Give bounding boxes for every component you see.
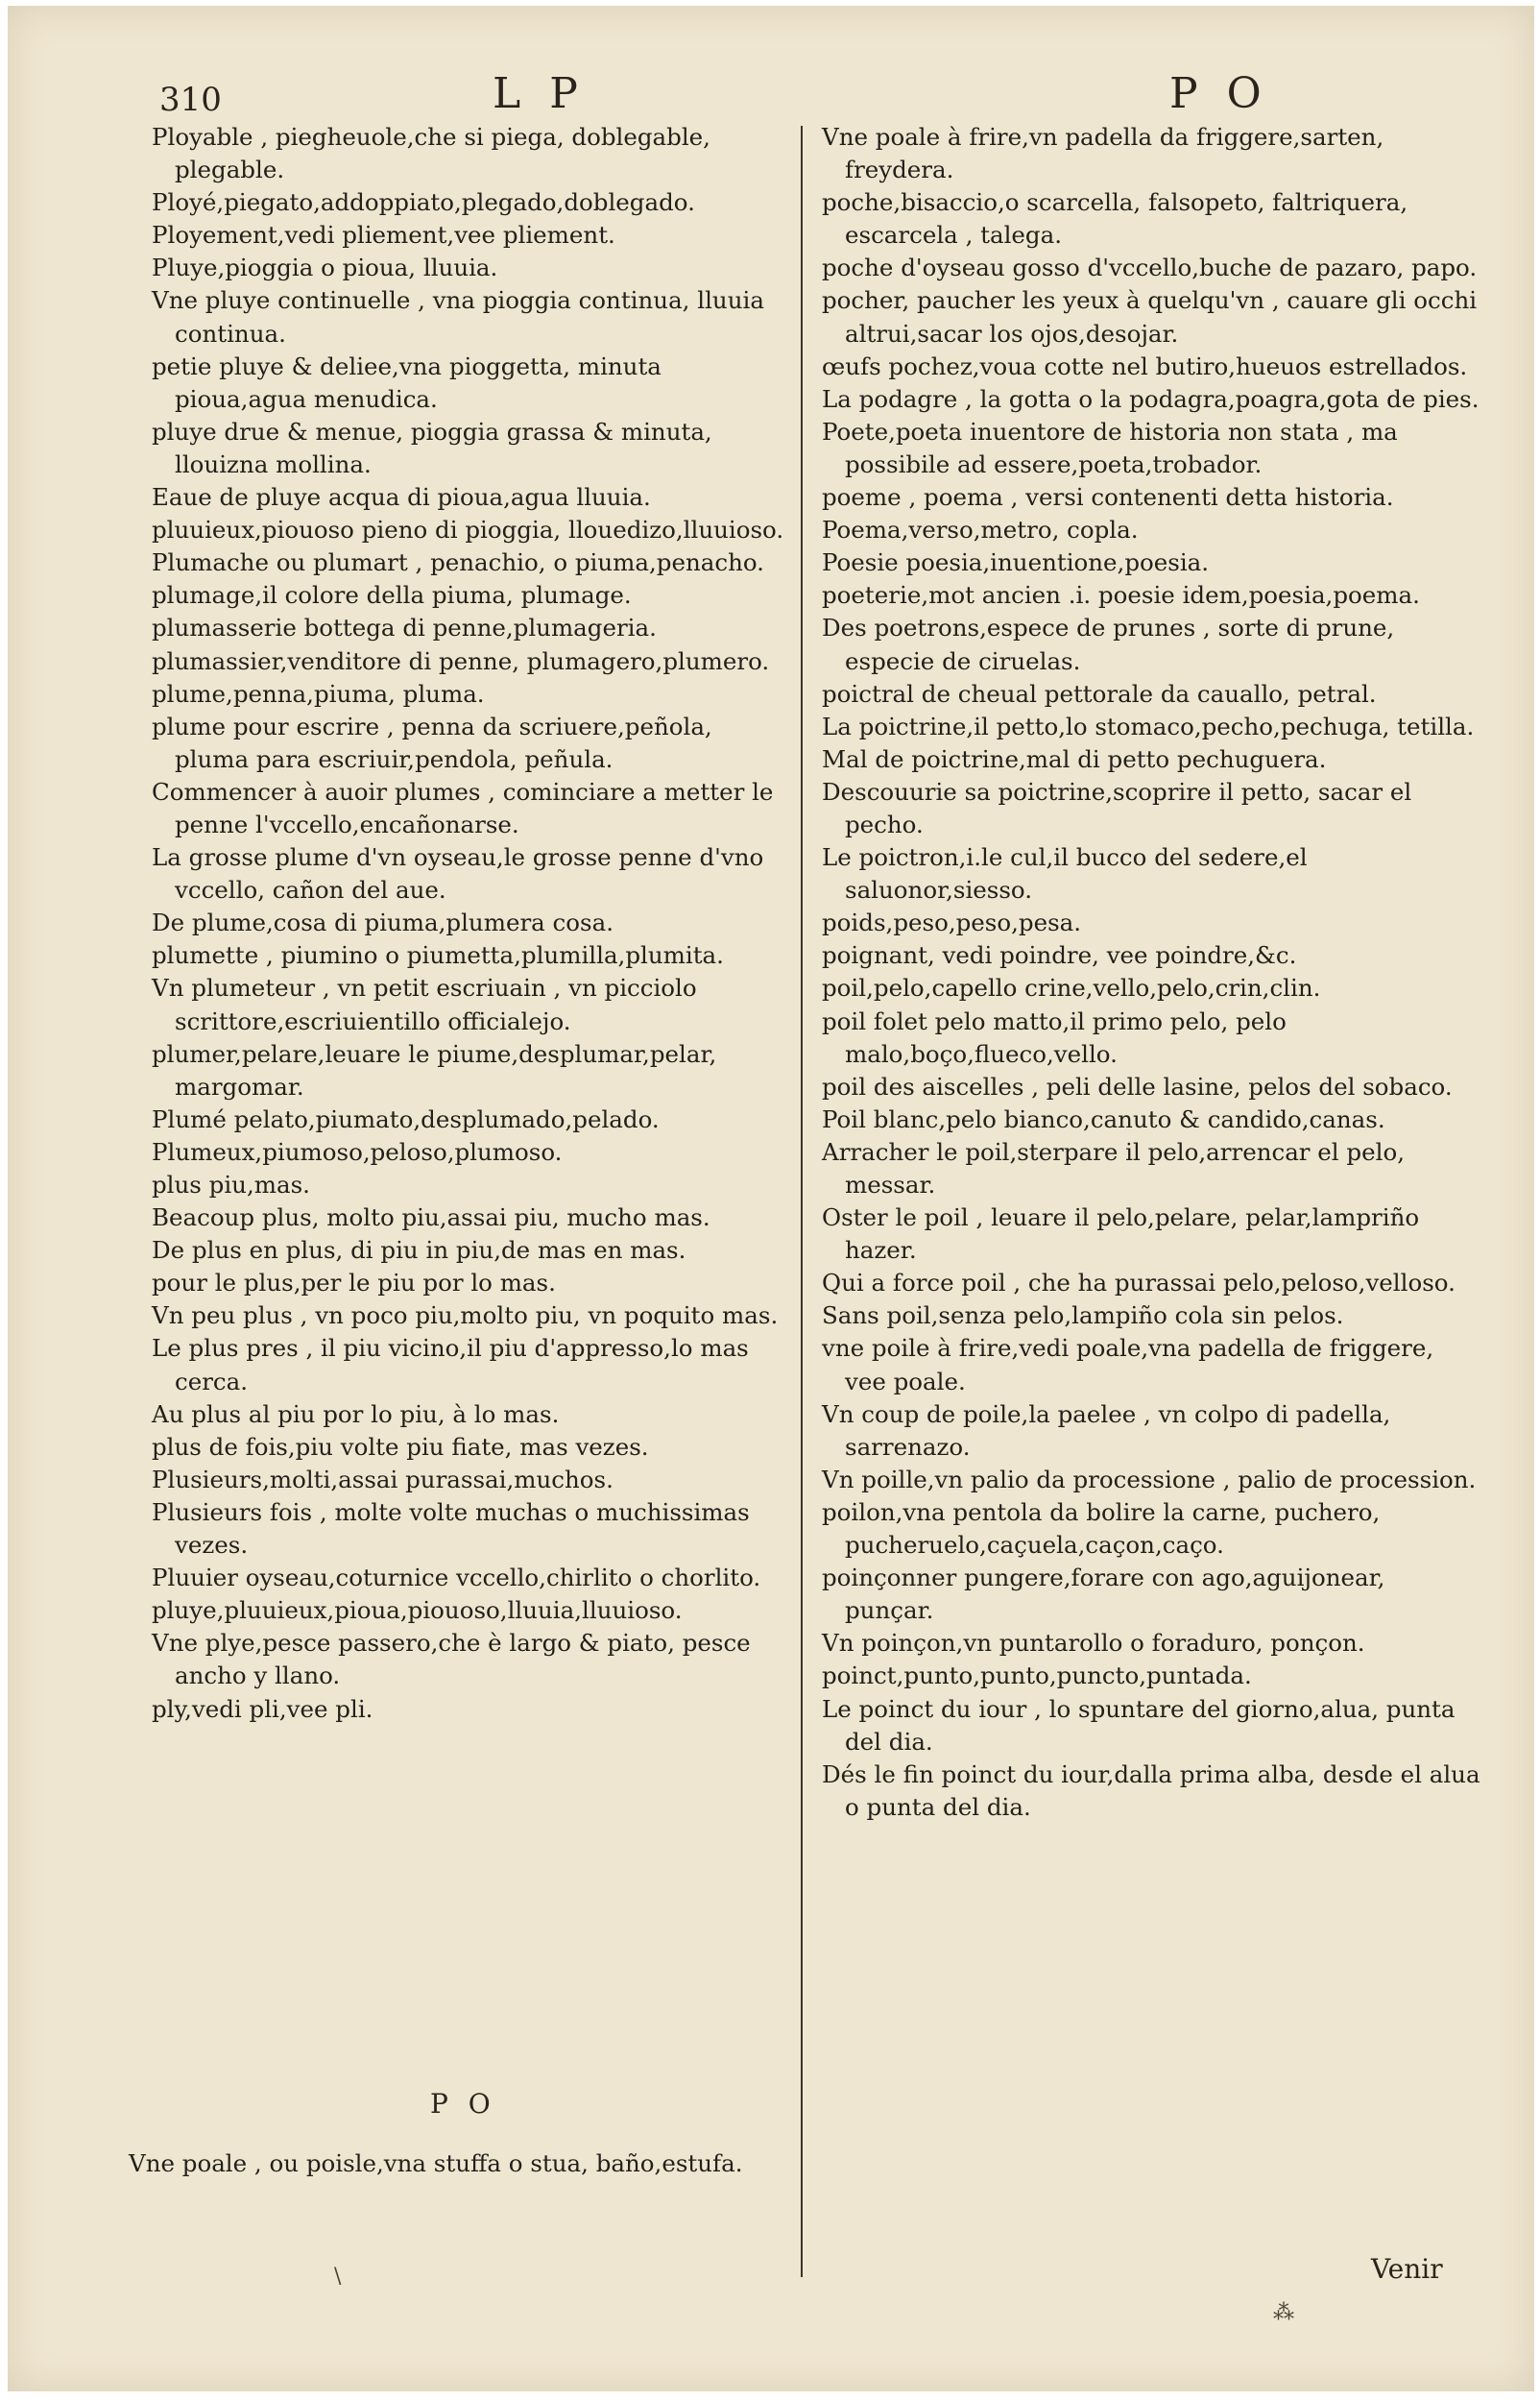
- dictionary-entry: Beacoup plus, molto piu,assai piu, mucho mas.: [152, 1203, 710, 1232]
- page-number: 310: [159, 81, 222, 119]
- dictionary-entry: Ployé,piegato,addoppiato,plegado,doblegado.: [152, 188, 695, 217]
- dictionary-entry: pluuieux,piouoso pieno di pioggia, llouedizo,lluuioso.: [152, 516, 784, 545]
- dictionary-entry: Poema,verso,metro, copla.: [822, 516, 1139, 545]
- dictionary-entry: La poictrine,il petto,lo stomaco,pecho,pechuga, tetilla.: [822, 712, 1475, 740]
- dictionary-entry: Ployement,vedi pliement,vee pliement.: [152, 221, 615, 250]
- stray-mark: ⁂: [1273, 2301, 1294, 2325]
- dictionary-entry: Pluye,pioggia o pioua, lluuia.: [152, 254, 498, 282]
- dictionary-entry: plumage,il colore della piuma, plumage.: [152, 581, 632, 610]
- dictionary-entry: poeterie,mot ancien .i. poesie idem,poesia,poema.: [822, 581, 1420, 610]
- dictionary-entry: pluye,pluuieux,pioua,piouoso,lluuia,lluuioso.: [152, 1596, 683, 1625]
- dictionary-entry: Vn peu plus , vn poco piu,molto piu, vn poquito mas.: [152, 1301, 779, 1330]
- dictionary-entry: poil des aiscelles , peli delle lasine, pelos del sobaco.: [822, 1072, 1453, 1101]
- dictionary-entry: Vne plye,pesce passero,che è largo & piato, pesce ancho y llano.: [152, 1629, 751, 1690]
- dictionary-entry: Mal de poictrine,mal di petto pechuguera.: [822, 744, 1327, 773]
- dictionary-entry: poignant, vedi poindre, vee poindre,&c.: [822, 941, 1297, 970]
- dictionary-entry: Sans poil,senza pelo,lampiño cola sin pelos.: [822, 1301, 1344, 1330]
- dictionary-entry: œufs pochez,voua cotte nel butiro,hueuos estrellados.: [822, 352, 1468, 380]
- dictionary-entry: poinct,punto,punto,puncto,puntada.: [822, 1661, 1252, 1690]
- dictionary-entry: Vne pluye continuelle , vna pioggia continua, lluuia continua.: [152, 286, 764, 348]
- dictionary-entry: Plusieurs fois , molte volte muchas o muchissimas vezes.: [152, 1497, 750, 1560]
- dictionary-entry: Descouurie sa poictrine,scoprire il petto, sacar el pecho.: [822, 777, 1412, 838]
- dictionary-entry: plume,penna,piuma, pluma.: [152, 679, 485, 708]
- dictionary-entry: plus piu,mas.: [152, 1171, 310, 1199]
- stray-mark: \: [334, 2265, 342, 2289]
- dictionary-entry: La podagre , la gotta o la podagra,poagra,gota de pies.: [822, 384, 1480, 413]
- dictionary-entry: Poil blanc,pelo bianco,canuto & candido,canas.: [822, 1104, 1385, 1133]
- dictionary-entry: Au plus al piu por lo piu, à lo mas.: [152, 1399, 560, 1428]
- dictionary-entry: Plusieurs,molti,assai purassai,muchos.: [152, 1465, 614, 1493]
- dictionary-entry: plume pour escrire , penna da scriuere,peñola, pluma para escriuir,pendola, peñula.: [152, 712, 712, 773]
- right-running-head: P O: [1169, 69, 1269, 118]
- dictionary-entry: Des poetrons,espece de prunes , sorte di prune, especie de ciruelas.: [822, 614, 1395, 675]
- dictionary-entry: Pluuier oyseau,coturnice vccello,chirlito o chorlito.: [152, 1564, 761, 1592]
- dictionary-entry: Vn coup de poile,la paelee , vn colpo di padella, sarrenazo.: [822, 1399, 1391, 1461]
- dictionary-entry: Oster le poil , leuare il pelo,pelare, pelar,lampriño hazer.: [822, 1203, 1420, 1265]
- dictionary-entry: pour le plus,per le piu por lo mas.: [152, 1269, 556, 1298]
- dictionary-entry: plumette , piumino o piumetta,plumilla,plumita.: [152, 941, 724, 970]
- dictionary-entry: Vn plumeteur , vn petit escriuain , vn picciolo scrittore,escriuientillo officialejo.: [152, 974, 697, 1035]
- dictionary-entry: Plumé pelato,piumato,desplumado,pelado.: [152, 1104, 660, 1133]
- catchword: Venir: [1371, 2253, 1443, 2285]
- dictionary-entry: poche d'oyseau gosso d'vccello,buche de pazaro, papo.: [822, 254, 1478, 282]
- dictionary-entry: poeme , poema , versi contenenti detta historia.: [822, 483, 1394, 512]
- dictionary-entry: Le plus pres , il piu vicino,il piu d'appresso,lo mas cerca.: [152, 1334, 749, 1395]
- dictionary-entry: petie pluye & deliee,vna pioggetta, minuta pioua,agua menudica.: [152, 352, 662, 413]
- dictionary-entry: pocher, paucher les yeux à quelqu'vn , cauare gli occhi altrui,sacar los ojos,desojar.: [822, 286, 1478, 348]
- dictionary-entry: poil,pelo,capello crine,vello,pelo,crin,clin.: [822, 974, 1321, 1003]
- dictionary-entry: Plumeux,piumoso,peloso,plumoso.: [152, 1137, 563, 1166]
- dictionary-entry: poilon,vna pentola da bolire la carne, puchero, pucheruelo,caçuela,caçon,caço.: [822, 1497, 1381, 1560]
- left-column: [152, 121, 785, 1726]
- dictionary-entry: Poete,poeta inuentore de historia non stata , ma possibile ad essere,poeta,trobador.: [822, 417, 1398, 478]
- dictionary-entry: poil folet pelo matto,il primo pelo, pelo malo,boço,flueco,vello.: [822, 1006, 1287, 1068]
- left-running-head: L P: [493, 69, 586, 118]
- section-entry: Vne poale , ou poisle,vna stuffa o stua, baño,estufa.: [129, 2149, 743, 2177]
- dictionary-entry: poinçonner pungere,forare con ago,aguijonear, punçar.: [822, 1564, 1385, 1625]
- dictionary-entry: Dés le fin poinct du iour,dalla prima alba, desde el alua o punta del dia.: [822, 1759, 1480, 1821]
- dictionary-entry: plus de fois,piu volte piu fiate, mas vezes.: [152, 1432, 649, 1461]
- dictionary-entry: poche,bisaccio,o scarcella, falsopeto, faltriquera, escarcela , talega.: [822, 188, 1408, 250]
- column-divider: [801, 126, 803, 2277]
- right-column: [822, 121, 1480, 1824]
- section-heading: P O: [430, 2088, 496, 2120]
- dictionary-entry: De plume,cosa di piuma,plumera cosa.: [152, 909, 614, 937]
- dictionary-entry: Vne poale à frire,vn padella da friggere,sarten, freydera.: [822, 123, 1384, 184]
- dictionary-entry: Plumache ou plumart , penachio, o piuma,penacho.: [152, 548, 764, 577]
- dictionary-entry: poictral de cheual pettorale da cauallo, petral.: [822, 679, 1377, 708]
- dictionary-entry: poids,peso,peso,pesa.: [822, 909, 1082, 937]
- dictionary-entry: Le poictron,i.le cul,il bucco del sedere,el saluonor,siesso.: [822, 843, 1308, 905]
- dictionary-entry: vne poile à frire,vedi poale,vna padella de friggere, vee poale.: [822, 1334, 1434, 1395]
- dictionary-entry: Arracher le poil,sterpare il pelo,arrencar el pelo, messar.: [822, 1137, 1405, 1199]
- dictionary-entry: Vn poinçon,vn puntarollo o foraduro, ponçon.: [822, 1629, 1365, 1658]
- book-page: [8, 6, 1534, 2391]
- dictionary-entry: De plus en plus, di piu in piu,de mas en mas.: [152, 1236, 686, 1265]
- dictionary-entry: Ployable , pieghеuole,che si piega, doblegable, plegable.: [152, 123, 710, 184]
- page-header: [8, 65, 1534, 123]
- dictionary-entry: Commencer à auoir plumes , cominciare a metter le penne l'vccello,encañonarse.: [152, 777, 774, 838]
- dictionary-entry: Vn poille,vn palio da processione , palio de procession.: [822, 1465, 1477, 1493]
- dictionary-entry: pluye drue & menue, pioggia grassa & minuta, llouizna mollina.: [152, 417, 712, 478]
- dictionary-entry: Poesie poesia,inuentione,poesia.: [822, 548, 1210, 577]
- dictionary-entry: plumassier,venditore di penne, plumagero,plumero.: [152, 646, 770, 675]
- dictionary-entry: Qui a force poil , che ha purassai pelo,peloso,velloso.: [822, 1269, 1456, 1298]
- dictionary-entry: Le poinct du iour , lo spuntare del giorno,alua, punta del dia.: [822, 1694, 1456, 1756]
- dictionary-entry: plumer,pelare,leuare le piume,desplumar,pelar, margomar.: [152, 1039, 717, 1101]
- dictionary-entry: La grosse plume d'vn oyseau,le grosse penne d'vno vccello, cañon del aue.: [152, 843, 764, 905]
- dictionary-entry: plumasserie bottega di penne,plumageria.: [152, 614, 657, 643]
- dictionary-entry: ply,vedi pli,vee pli.: [152, 1694, 373, 1723]
- dictionary-entry: Eaue de pluye acqua di pioua,agua lluuia.: [152, 483, 651, 512]
